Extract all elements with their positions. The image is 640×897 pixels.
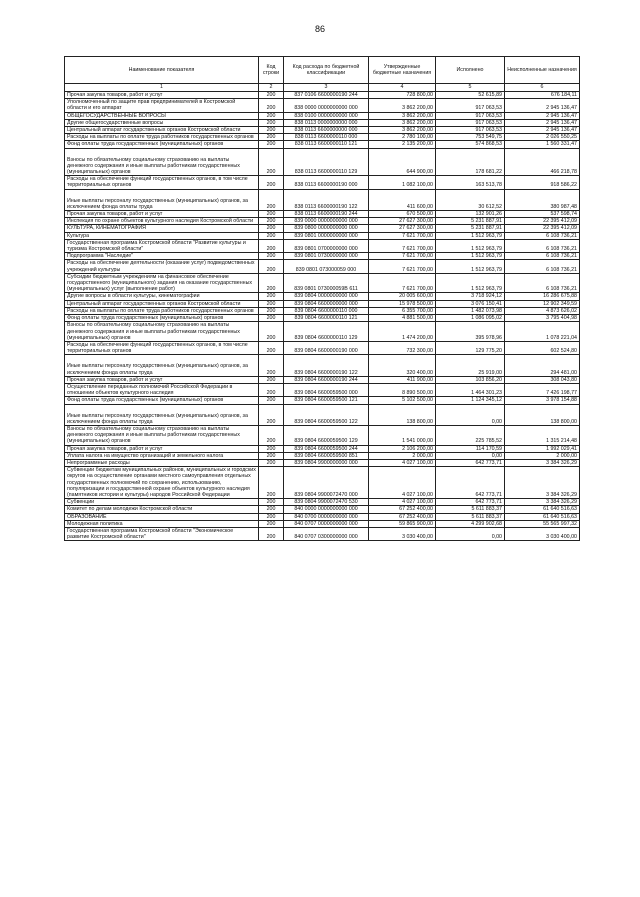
executed-amount-cell: 395 978,96 (436, 322, 505, 342)
executed-amount-cell: 1 464 301,23 (436, 383, 505, 396)
table-row (65, 225, 580, 232)
indicator-name-cell: Прочая закупка товаров, работ и услуг (65, 211, 259, 218)
executed-amount-cell: 642 773,71 (436, 499, 505, 506)
indicator-name-cell: Субвенции (65, 499, 259, 506)
table-row (65, 176, 580, 189)
line-code-cell: 200 (259, 273, 284, 293)
unexecuted-amount-cell: 380 987,48 (505, 189, 580, 210)
indicator-name-cell: Осуществление переданных полномочий Российской Федерации в отношении объектов культурного наследия (65, 383, 259, 396)
line-code-cell: 200 (259, 499, 284, 506)
line-code-cell: 200 (259, 92, 284, 99)
table-row (65, 260, 580, 273)
unexecuted-amount-cell: 466 218,78 (505, 148, 580, 176)
line-code-cell: 200 (259, 189, 284, 210)
approved-amount-cell: 7 621 700,00 (369, 232, 436, 239)
table-row (65, 232, 580, 239)
executed-amount-cell: 1 512 963,79 (436, 273, 505, 293)
classification-code-cell: 839 0801 0700000000 000 (284, 239, 369, 252)
table-row (65, 459, 580, 466)
executed-amount-cell: 178 681,22 (436, 148, 505, 176)
table-row (65, 445, 580, 452)
approved-amount-cell: 1 541 000,00 (369, 425, 436, 445)
approved-amount-cell: 644 900,00 (369, 148, 436, 176)
line-code-cell: 200 (259, 445, 284, 452)
header-unexecuted: Неисполненные назначения (505, 57, 580, 84)
executed-amount-cell: 917 063,53 (436, 99, 505, 112)
page-number: 86 (314, 24, 325, 34)
unexecuted-amount-cell: 6 108 736,21 (505, 232, 580, 239)
classification-code-cell: 839 0804 6600059500 122 (284, 404, 369, 425)
executed-amount-cell: 917 063,53 (436, 112, 505, 119)
classification-code-cell: 839 0804 6600059500 244 (284, 445, 369, 452)
executed-amount-cell: 30 612,52 (436, 189, 505, 210)
classification-code-cell: 840 0707 0000000000 000 (284, 520, 369, 527)
executed-amount-cell: 4 299 902,68 (436, 520, 505, 527)
approved-amount-cell: 2 780 100,00 (369, 134, 436, 141)
classification-code-cell: 840 0000 0000000000 000 (284, 506, 369, 513)
approved-amount-cell: 3 862 200,00 (369, 119, 436, 126)
executed-amount-cell: 642 773,71 (436, 467, 505, 499)
executed-amount-cell: 5 611 883,37 (436, 513, 505, 520)
classification-code-cell: 839 0801 0730000000 000 (284, 253, 369, 260)
table-row (65, 499, 580, 506)
unexecuted-amount-cell: 16 286 675,88 (505, 293, 580, 300)
line-code-cell: 200 (259, 397, 284, 404)
header-row (65, 57, 580, 84)
indicator-name-cell: Иные выплаты персоналу государственных (муниципальных) органов, за исключением фонда оплаты труда (65, 355, 259, 376)
executed-amount-cell: 3 718 924,12 (436, 293, 505, 300)
line-code-cell: 200 (259, 176, 284, 189)
column-number: 1 (65, 84, 259, 92)
table-row (65, 119, 580, 126)
unexecuted-amount-cell: 294 481,00 (505, 355, 580, 376)
line-code-cell: 200 (259, 127, 284, 134)
table-row (65, 211, 580, 218)
table-row (65, 307, 580, 314)
line-code-cell: 200 (259, 293, 284, 300)
table-body (65, 92, 580, 541)
unexecuted-amount-cell: 7 426 198,77 (505, 383, 580, 396)
line-code-cell: 200 (259, 148, 284, 176)
indicator-name-cell: Государственная программа Костромской области "Развитие культуры и туризма Костромской области" (65, 239, 259, 252)
classification-code-cell: 839 0801 0000000000 000 (284, 232, 369, 239)
indicator-name-cell: Центральный аппарат государственных органов Костромской области (65, 300, 259, 307)
classification-code-cell: 839 0804 6600000190 000 (284, 341, 369, 354)
indicator-name-cell: Прочая закупка товаров, работ и услуг (65, 376, 259, 383)
budget-execution-table (64, 56, 580, 541)
executed-amount-cell: 574 868,53 (436, 141, 505, 148)
executed-amount-cell: 1 124 345,12 (436, 397, 505, 404)
executed-amount-cell: 753 549,75 (436, 134, 505, 141)
classification-code-cell: 839 0804 6600059500 851 (284, 452, 369, 459)
approved-amount-cell: 27 627 300,00 (369, 218, 436, 225)
classification-code-cell: 839 0804 0000000000 000 (284, 293, 369, 300)
column-number: 6 (505, 84, 580, 92)
approved-amount-cell: 411 600,00 (369, 189, 436, 210)
line-code-cell: 200 (259, 260, 284, 273)
classification-code-cell: 839 0804 6600059500 129 (284, 425, 369, 445)
indicator-name-cell: Подпрограмма "Наследие" (65, 253, 259, 260)
classification-code-cell: 838 0113 6600000190 244 (284, 211, 369, 218)
executed-amount-cell: 917 063,53 (436, 119, 505, 126)
unexecuted-amount-cell: 2 945 136,47 (505, 127, 580, 134)
column-number: 4 (369, 84, 436, 92)
executed-amount-cell: 1 512 963,79 (436, 239, 505, 252)
indicator-name-cell: Субвенции бюджетам муниципальных районов, муниципальных и городских округов на осуществление органами местного самоуправления отдельных государственных полномочий по сохранению, использованию, популяризации и государственной охране объектов культурного наследия (памятников истории и культуры) народов Российской Федерации (65, 467, 259, 499)
classification-code-cell: 839 0804 6600000000 000 (284, 300, 369, 307)
classification-code-cell: 838 0113 6600000000 000 (284, 127, 369, 134)
indicator-name-cell: Взносы по обязательному социальному страхованию на выплаты денежного содержания и иные выплаты работникам государственных (муниципальных) органов (65, 322, 259, 342)
line-code-cell: 200 (259, 527, 284, 540)
classification-code-cell: 838 0113 0000000000 000 (284, 119, 369, 126)
unexecuted-amount-cell: 3 795 404,98 (505, 315, 580, 322)
classification-code-cell: 838 0113 6600000110 129 (284, 148, 369, 176)
column-number: 3 (284, 84, 369, 92)
line-code-cell: 200 (259, 239, 284, 252)
table-row (65, 404, 580, 425)
unexecuted-amount-cell: 3 030 400,00 (505, 527, 580, 540)
approved-amount-cell: 1 474 200,00 (369, 322, 436, 342)
line-code-cell: 200 (259, 425, 284, 445)
line-code-cell: 200 (259, 211, 284, 218)
indicator-name-cell: КУЛЬТУРА, КИНЕМАТОГРАФИЯ (65, 225, 259, 232)
table-row (65, 376, 580, 383)
unexecuted-amount-cell: 3 384 326,29 (505, 459, 580, 466)
indicator-name-cell: Расходы на обеспечение деятельности (оказание услуг) подведомственных учреждений культуры (65, 260, 259, 273)
unexecuted-amount-cell: 138 800,00 (505, 404, 580, 425)
line-code-cell: 200 (259, 322, 284, 342)
classification-code-cell: 839 0800 0000000000 000 (284, 225, 369, 232)
header-budget-classification: Код расхода по бюджетной классификации (284, 57, 369, 84)
table-row (65, 293, 580, 300)
classification-code-cell: 839 0804 9900072470 000 (284, 467, 369, 499)
column-number: 5 (436, 84, 505, 92)
line-code-cell: 200 (259, 99, 284, 112)
table-row (65, 527, 580, 540)
unexecuted-amount-cell: 2 945 136,47 (505, 99, 580, 112)
line-code-cell: 200 (259, 467, 284, 499)
table-row (65, 467, 580, 499)
unexecuted-amount-cell: 1 315 214,48 (505, 425, 580, 445)
indicator-name-cell: Уплата налога на имущество организаций и земельного налога (65, 452, 259, 459)
unexecuted-amount-cell: 4 873 626,02 (505, 307, 580, 314)
unexecuted-amount-cell: 3 384 326,29 (505, 499, 580, 506)
executed-amount-cell: 642 773,71 (436, 459, 505, 466)
unexecuted-amount-cell: 1 560 331,47 (505, 141, 580, 148)
table-row (65, 134, 580, 141)
executed-amount-cell: 103 856,20 (436, 376, 505, 383)
unexecuted-amount-cell: 61 640 516,63 (505, 506, 580, 513)
unexecuted-amount-cell: 3 978 154,88 (505, 397, 580, 404)
line-code-cell: 200 (259, 355, 284, 376)
column-number: 2 (259, 84, 284, 92)
table-row (65, 253, 580, 260)
classification-code-cell: 838 0100 0000000000 000 (284, 112, 369, 119)
classification-code-cell: 837 0106 6600000190 244 (284, 92, 369, 99)
approved-amount-cell: 59 865 900,00 (369, 520, 436, 527)
executed-amount-cell: 5 231 887,91 (436, 225, 505, 232)
table-row (65, 506, 580, 513)
indicator-name-cell: Фонд оплаты труда государственных (муниципальных) органов (65, 315, 259, 322)
indicator-name-cell: Другие общегосударственные вопросы (65, 119, 259, 126)
header-approved: Утвержденные бюджетные назначения (369, 57, 436, 84)
table-row (65, 92, 580, 99)
column-number-row (65, 84, 580, 92)
classification-code-cell: 839 0804 6600059500 000 (284, 383, 369, 396)
classification-code-cell: 839 0804 6600000110 000 (284, 307, 369, 314)
line-code-cell: 200 (259, 341, 284, 354)
indicator-name-cell: Иные выплаты персоналу государственных (муниципальных) органов, за исключением фонда оплаты труда (65, 404, 259, 425)
line-code-cell: 200 (259, 112, 284, 119)
classification-code-cell: 838 0000 0000000000 000 (284, 99, 369, 112)
unexecuted-amount-cell: 2 945 136,47 (505, 112, 580, 119)
executed-amount-cell: 917 063,53 (436, 127, 505, 134)
indicator-name-cell: Субсидии бюджетным учреждениям на финансовое обеспечение государственного (муниципального) задания на оказание государственных (муниципальных) услуг (выполнение работ) (65, 273, 259, 293)
classification-code-cell: 840 0700 0000000000 000 (284, 513, 369, 520)
approved-amount-cell: 4 027 100,00 (369, 499, 436, 506)
approved-amount-cell: 4 027 100,00 (369, 467, 436, 499)
approved-amount-cell: 138 800,00 (369, 404, 436, 425)
approved-amount-cell: 7 621 700,00 (369, 253, 436, 260)
executed-amount-cell: 1 512 963,79 (436, 260, 505, 273)
unexecuted-amount-cell: 1 992 029,41 (505, 445, 580, 452)
unexecuted-amount-cell: 6 108 736,21 (505, 260, 580, 273)
line-code-cell: 200 (259, 119, 284, 126)
header-indicator-name: Наименование показателя (65, 57, 259, 84)
approved-amount-cell: 7 621 700,00 (369, 273, 436, 293)
classification-code-cell: 839 0801 073000059 000 (284, 260, 369, 273)
header-executed: Исполнено (436, 57, 505, 84)
line-code-cell: 200 (259, 141, 284, 148)
approved-amount-cell: 3 862 200,00 (369, 127, 436, 134)
table-row (65, 218, 580, 225)
table-row (65, 148, 580, 176)
classification-code-cell: 839 0000 0000000000 000 (284, 218, 369, 225)
line-code-cell: 200 (259, 253, 284, 260)
executed-amount-cell: 1 482 073,98 (436, 307, 505, 314)
line-code-cell: 200 (259, 307, 284, 314)
unexecuted-amount-cell: 22 395 412,09 (505, 218, 580, 225)
line-code-cell: 200 (259, 513, 284, 520)
unexecuted-amount-cell: 22 395 412,09 (505, 225, 580, 232)
line-code-cell: 200 (259, 520, 284, 527)
approved-amount-cell: 2 135 200,00 (369, 141, 436, 148)
executed-amount-cell: 5 611 883,37 (436, 506, 505, 513)
indicator-name-cell: Взносы по обязательному социальному страхованию на выплаты денежного содержания и иные выплаты работникам государственных (муниципальных) органов (65, 148, 259, 176)
indicator-name-cell: Расходы на выплаты по оплате труда работников государственных органов (65, 134, 259, 141)
table-row (65, 520, 580, 527)
approved-amount-cell: 7 621 700,00 (369, 239, 436, 252)
approved-amount-cell: 732 300,00 (369, 341, 436, 354)
approved-amount-cell: 670 500,00 (369, 211, 436, 218)
table-row (65, 513, 580, 520)
classification-code-cell: 839 0804 6600000110 121 (284, 315, 369, 322)
executed-amount-cell: 0,00 (436, 452, 505, 459)
table-row (65, 355, 580, 376)
approved-amount-cell: 7 621 700,00 (369, 260, 436, 273)
executed-amount-cell: 52 615,89 (436, 92, 505, 99)
classification-code-cell: 839 0804 6600000190 122 (284, 355, 369, 376)
approved-amount-cell: 1 082 100,00 (369, 176, 436, 189)
line-code-cell: 200 (259, 134, 284, 141)
table-row (65, 127, 580, 134)
executed-amount-cell: 0,00 (436, 404, 505, 425)
table-row (65, 273, 580, 293)
line-code-cell: 200 (259, 225, 284, 232)
unexecuted-amount-cell: 308 043,80 (505, 376, 580, 383)
approved-amount-cell: 15 978 500,00 (369, 300, 436, 307)
approved-amount-cell: 27 627 300,00 (369, 225, 436, 232)
indicator-name-cell: Другие вопросы в области культуры, кинематографии (65, 293, 259, 300)
classification-code-cell: 839 0804 6600000190 244 (284, 376, 369, 383)
unexecuted-amount-cell: 2 000,00 (505, 452, 580, 459)
indicator-name-cell: Фонд оплаты труда государственных (муниципальных) органов (65, 397, 259, 404)
unexecuted-amount-cell: 6 108 736,21 (505, 273, 580, 293)
unexecuted-amount-cell: 2 026 550,25 (505, 134, 580, 141)
line-code-cell: 200 (259, 459, 284, 466)
table-row (65, 300, 580, 307)
table-row (65, 397, 580, 404)
indicator-name-cell: Центральный аппарат государственных органов Костромской области (65, 127, 259, 134)
indicator-name-cell: ОБЩЕГОСУДАРСТВЕННЫЕ ВОПРОСЫ (65, 112, 259, 119)
table-row (65, 239, 580, 252)
unexecuted-amount-cell: 2 945 136,47 (505, 119, 580, 126)
executed-amount-cell: 3 076 150,41 (436, 300, 505, 307)
classification-code-cell: 839 0804 9900000000 000 (284, 459, 369, 466)
executed-amount-cell: 1 512 963,79 (436, 253, 505, 260)
line-code-cell: 200 (259, 376, 284, 383)
indicator-name-cell: Уполномоченный по защите прав предпринимателей в Костромской области и его аппарат (65, 99, 259, 112)
approved-amount-cell: 3 030 400,00 (369, 527, 436, 540)
header-line-code: Код строки (259, 57, 284, 84)
line-code-cell: 200 (259, 218, 284, 225)
unexecuted-amount-cell: 537 598,74 (505, 211, 580, 218)
line-code-cell: 200 (259, 383, 284, 396)
executed-amount-cell: 5 231 887,91 (436, 218, 505, 225)
indicator-name-cell: Культура (65, 232, 259, 239)
classification-code-cell: 838 0113 6600000110 121 (284, 141, 369, 148)
indicator-name-cell: ОБРАЗОВАНИЕ (65, 513, 259, 520)
line-code-cell: 200 (259, 232, 284, 239)
approved-amount-cell: 4 027 100,00 (369, 459, 436, 466)
unexecuted-amount-cell: 6 108 736,21 (505, 239, 580, 252)
approved-amount-cell: 320 400,00 (369, 355, 436, 376)
table-row (65, 141, 580, 148)
approved-amount-cell: 3 862 200,00 (369, 99, 436, 112)
unexecuted-amount-cell: 1 078 221,04 (505, 322, 580, 342)
unexecuted-amount-cell: 55 565 997,32 (505, 520, 580, 527)
approved-amount-cell: 8 890 500,00 (369, 383, 436, 396)
executed-amount-cell: 225 785,52 (436, 425, 505, 445)
executed-amount-cell: 25 919,00 (436, 355, 505, 376)
table-row (65, 189, 580, 210)
indicator-name-cell: Фонд оплаты труда государственных (муниципальных) органов (65, 141, 259, 148)
unexecuted-amount-cell: 12 902 349,59 (505, 300, 580, 307)
indicator-name-cell: Прочая закупка товаров, работ и услуг (65, 92, 259, 99)
classification-code-cell: 838 0113 6600000110 000 (284, 134, 369, 141)
executed-amount-cell: 0,00 (436, 527, 505, 540)
unexecuted-amount-cell: 61 640 516,63 (505, 513, 580, 520)
executed-amount-cell: 129 775,20 (436, 341, 505, 354)
unexecuted-amount-cell: 3 384 326,29 (505, 467, 580, 499)
approved-amount-cell: 728 800,00 (369, 92, 436, 99)
classification-code-cell: 839 0801 073000059В 611 (284, 273, 369, 293)
table-row (65, 112, 580, 119)
classification-code-cell: 839 0804 6600059500 121 (284, 397, 369, 404)
table-row (65, 452, 580, 459)
indicator-name-cell: Расходы на обеспечение функций государственных органов, в том числе территориальных органов (65, 176, 259, 189)
table-row (65, 322, 580, 342)
table-row (65, 315, 580, 322)
approved-amount-cell: 67 252 400,00 (369, 506, 436, 513)
executed-amount-cell: 1 086 095,02 (436, 315, 505, 322)
classification-code-cell: 840 0707 0300000000 000 (284, 527, 369, 540)
indicator-name-cell: Расходы на выплаты по оплате труда работников государственных органов (65, 307, 259, 314)
executed-amount-cell: 163 513,78 (436, 176, 505, 189)
unexecuted-amount-cell: 6 108 736,21 (505, 253, 580, 260)
approved-amount-cell: 3 862 200,00 (369, 112, 436, 119)
indicator-name-cell: Взносы по обязательному социальному страхованию на выплаты денежного содержания и иные выплаты работникам государственных (муниципальных) органов (65, 425, 259, 445)
classification-code-cell: 839 0804 6600000110 129 (284, 322, 369, 342)
approved-amount-cell: 2 000,00 (369, 452, 436, 459)
approved-amount-cell: 4 881 500,00 (369, 315, 436, 322)
line-code-cell: 200 (259, 452, 284, 459)
classification-code-cell: 838 0113 6600000190 000 (284, 176, 369, 189)
table-row (65, 341, 580, 354)
approved-amount-cell: 20 005 600,00 (369, 293, 436, 300)
line-code-cell: 200 (259, 300, 284, 307)
table-row (65, 425, 580, 445)
executed-amount-cell: 132 901,26 (436, 211, 505, 218)
line-code-cell: 200 (259, 315, 284, 322)
indicator-name-cell: Иные выплаты персоналу государственных (муниципальных) органов, за исключением фонда оплаты труда (65, 189, 259, 210)
classification-code-cell: 838 0113 6600000190 122 (284, 189, 369, 210)
indicator-name-cell: Прочая закупка товаров, работ и услуг (65, 445, 259, 452)
line-code-cell: 200 (259, 404, 284, 425)
table-row (65, 99, 580, 112)
unexecuted-amount-cell: 602 524,80 (505, 341, 580, 354)
indicator-name-cell: Государственная программа Костромской области "Экономическое развитие Костромской области" (65, 527, 259, 540)
indicator-name-cell: Инспекция по охране объектов культурного наследия Костромской области (65, 218, 259, 225)
approved-amount-cell: 411 900,00 (369, 376, 436, 383)
approved-amount-cell: 2 106 200,00 (369, 445, 436, 452)
approved-amount-cell: 67 252 400,00 (369, 513, 436, 520)
indicator-name-cell: Расходы на обеспечение функций государственных органов, в том числе территориальных органов (65, 341, 259, 354)
unexecuted-amount-cell: 918 586,22 (505, 176, 580, 189)
indicator-name-cell: Непрограммные расходы (65, 459, 259, 466)
executed-amount-cell: 114 170,59 (436, 445, 505, 452)
indicator-name-cell: Молодежная политика (65, 520, 259, 527)
table-row (65, 383, 580, 396)
classification-code-cell: 839 0804 9900072470 530 (284, 499, 369, 506)
unexecuted-amount-cell: 676 184,11 (505, 92, 580, 99)
line-code-cell: 200 (259, 506, 284, 513)
executed-amount-cell: 1 512 963,79 (436, 232, 505, 239)
approved-amount-cell: 6 355 700,00 (369, 307, 436, 314)
indicator-name-cell: Комитет по делам молодежи Костромской области (65, 506, 259, 513)
approved-amount-cell: 5 102 500,00 (369, 397, 436, 404)
